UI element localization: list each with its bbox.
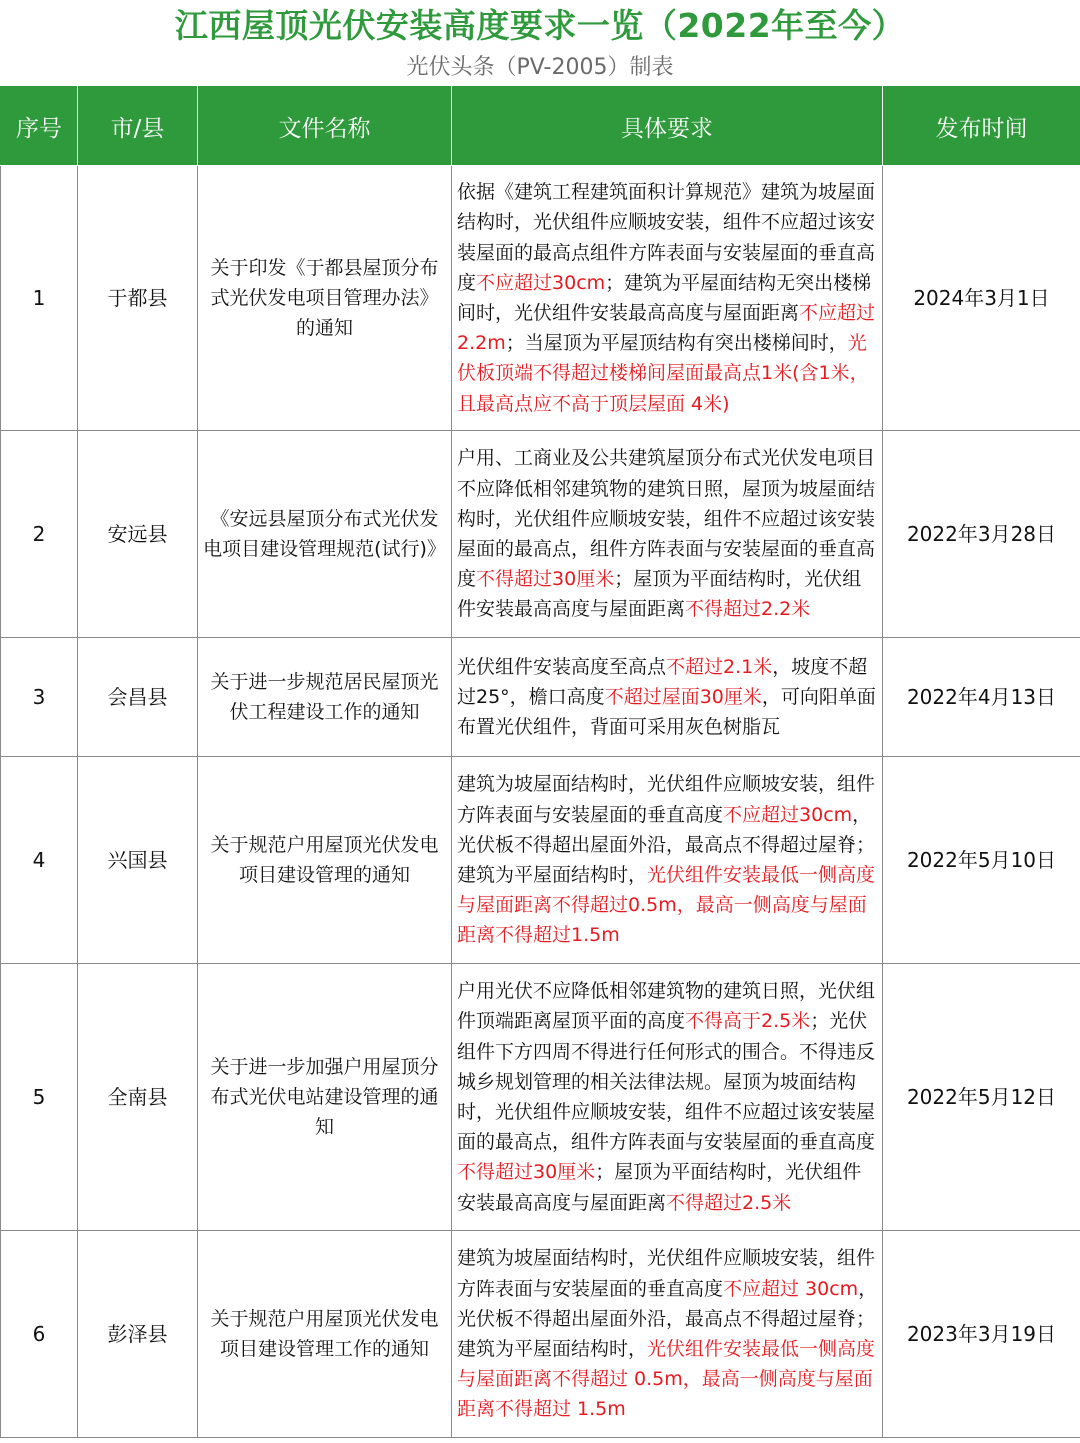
requirement-text: 户用光伏不应降低相邻建筑物的建筑日照，光伏组件顶端距离屋顶平面的高度 (457, 980, 876, 1033)
requirement-highlight: 不得超过30厘米 (476, 568, 615, 591)
cell-city: 兴国县 (78, 757, 198, 964)
requirement-text: ，光伏板不得超出屋面外沿，最高点不得超过屋脊；建筑为平屋面结构时， (457, 1277, 878, 1360)
table-row (1, 757, 1080, 964)
requirement-highlight: 不得高于2.5米 (685, 1010, 811, 1033)
table-row (1, 431, 1080, 638)
cell-document-name: 关于规范户用屋顶光伏发电项目建设管理的通知 (198, 757, 452, 964)
requirement-highlight: 不超过屋面30厘米 (604, 685, 762, 708)
cell-number: 3 (1, 638, 78, 757)
requirement-text: 建筑为坡屋面结构时，光伏组件应顺坡安装，组件方阵表面与安装屋面的垂直高度 (457, 773, 876, 826)
cell-date: 2024年3月1日 (883, 166, 1080, 431)
cell-city: 安远县 (78, 431, 198, 638)
column-header-document: 文件名称 (198, 87, 452, 166)
requirement-highlight: 不得超过2.5米 (666, 1191, 792, 1214)
requirement-highlight: 不得超过2.2米 (685, 598, 811, 621)
requirement-text: 建筑为坡屋面结构时，光伏组件应顺坡安装，组件方阵表面与安装屋面的垂直高度 (457, 1247, 876, 1300)
column-header-date: 发布时间 (883, 87, 1080, 166)
cell-document-name: 关于进一步加强户用屋顶分布式光伏电站建设管理的通知 (198, 964, 452, 1231)
requirement-highlight: 光伏板顶端不得超过楼梯间屋面最高点1米(含1米，且最高点应不高于顶层屋面 4米) (457, 332, 869, 415)
cell-document-name: 关于规范户用屋顶光伏发电项目建设管理工作的通知 (198, 1231, 452, 1438)
cell-number: 5 (1, 964, 78, 1231)
requirement-highlight: 光伏组件安装最低一侧高度与屋面距离不得超过0.5m，最高一侧高度与屋面距离不得超过1.5m (457, 864, 876, 947)
column-header-city: 市/县 (78, 87, 198, 166)
cell-city: 于都县 (78, 166, 198, 431)
cell-requirements (452, 757, 883, 964)
requirement-text: ；光伏组件下方四周不得进行任何形式的围合。不得违反城乡规划管理的相关法律法规。屋顶为坡面结构时，光伏组件应顺坡安装，组件不应超过该安装屋面的最高点，组件方阵表面与安装屋面的垂直高度 (457, 1010, 876, 1154)
requirement-highlight: 不应超过 30cm (723, 1277, 859, 1300)
cell-requirements (452, 638, 883, 757)
requirement-highlight: 不应超过30cm (476, 271, 606, 294)
cell-date: 2023年3月19日 (883, 1231, 1080, 1438)
cell-date: 2022年3月28日 (883, 431, 1080, 638)
requirement-highlight: 光伏组件安装最低一侧高度与屋面距离不得超过 0.5m，最高一侧高度与屋面距离不得超过 1.5m (457, 1338, 876, 1421)
table-header-row (1, 87, 1080, 166)
requirement-text: ；屋顶为平面结构时，光伏组件安装最高高度与屋面距离 (457, 1161, 862, 1214)
cell-date: 2022年5月10日 (883, 757, 1080, 964)
cell-requirements (452, 431, 883, 638)
cell-number: 4 (1, 757, 78, 964)
column-header-requirements: 具体要求 (452, 87, 883, 166)
requirement-text: 依据《建筑工程建筑面积计算规范》建筑为坡屋面结构时，光伏组件应顺坡安装，组件不应超过该安装屋面的最高点组件方阵表面与安装屋面的垂直高度 (457, 181, 876, 294)
requirement-highlight: 不应超过2.2m (457, 302, 876, 355)
requirement-text: ；建筑为平屋面结构无突出楼梯间时，光伏组件安装最高高度与屋面距离 (457, 271, 872, 324)
table-row (1, 1231, 1080, 1438)
page-title: 江西屋顶光伏安装高度要求一览（2022年至今） (174, 6, 906, 45)
requirements-table (0, 86, 1080, 1438)
requirement-text: ，坡度不超过25°，檐口高度 (457, 655, 868, 708)
cell-requirements (452, 964, 883, 1231)
cell-number: 1 (1, 166, 78, 431)
requirement-text: 户用、工商业及公共建筑屋顶分布式光伏发电项目不应降低相邻建筑物的建筑日照，屋顶为坡屋面结构时，光伏组件应顺坡安装，组件不应超过该安装屋面的最高点，组件方阵表面与安装屋面的垂直高度 (457, 447, 876, 591)
requirement-highlight: 不得超过30厘米 (457, 1161, 596, 1184)
requirement-text: ；当屋顶为平屋顶结构有突出楼梯间时， (505, 332, 848, 355)
cell-date: 2022年5月12日 (883, 964, 1080, 1231)
table-row (1, 166, 1080, 431)
requirement-text: ；屋顶为平面结构时，光伏组件安装最高高度与屋面距离 (457, 568, 862, 621)
cell-date: 2022年4月13日 (883, 638, 1080, 757)
table-row (1, 638, 1080, 757)
page-subtitle: 光伏头条（PV-2005）制表 (406, 55, 674, 80)
cell-requirements (452, 1231, 883, 1438)
requirement-highlight: 不超过2.1米 (666, 655, 773, 678)
requirement-text: 光伏组件安装高度至高点 (457, 655, 667, 678)
cell-city: 彭泽县 (78, 1231, 198, 1438)
requirement-text: ，可向阳单面布置光伏组件，背面可采用灰色树脂瓦 (457, 685, 876, 739)
requirement-text: ，光伏板不得超出屋面外沿，最高点不得超过屋脊；建筑为平屋面结构时， (457, 803, 876, 886)
cell-document-name: 《安远县屋顶分布式光伏发电项目建设管理规范(试行)》 (198, 431, 452, 638)
cell-number: 2 (1, 431, 78, 638)
cell-document-name: 关于进一步规范居民屋顶光伏工程建设工作的通知 (198, 638, 452, 757)
cell-requirements (452, 166, 883, 431)
cell-document-name: 关于印发《于都县屋顶分布式光伏发电项目管理办法》的通知 (198, 166, 452, 431)
requirement-highlight: 不应超过30cm (723, 803, 853, 826)
cell-city: 会昌县 (78, 638, 198, 757)
table-row (1, 964, 1080, 1231)
cell-number: 6 (1, 1231, 78, 1438)
column-header-number: 序号 (1, 87, 78, 166)
cell-city: 全南县 (78, 964, 198, 1231)
